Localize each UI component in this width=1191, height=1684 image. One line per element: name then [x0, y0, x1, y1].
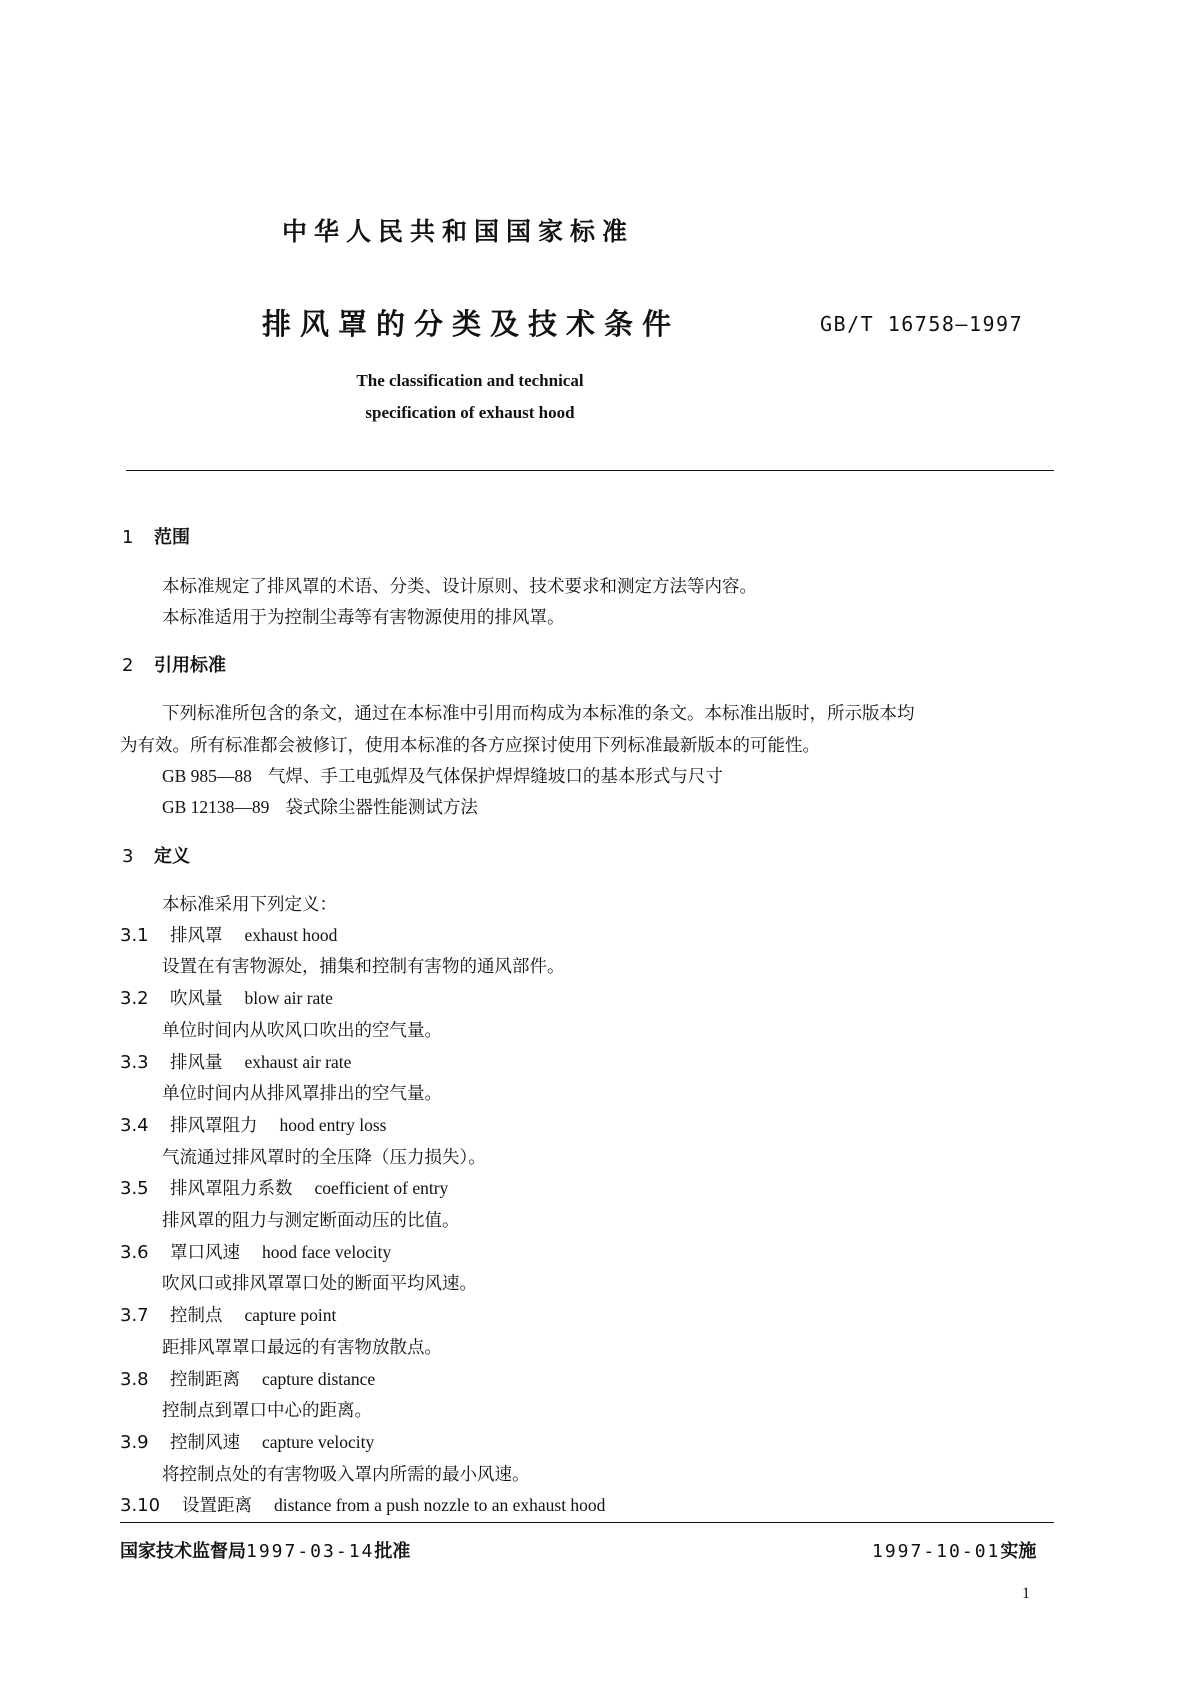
issuer: 国家技术监督局: [120, 1541, 246, 1562]
paragraph: 本标准适用于为控制尘毒等有害物源使用的排风罩。: [162, 608, 565, 628]
definition-term-en: hood face velocity: [262, 1242, 392, 1262]
paragraph: 本标准规定了排风罩的术语、分类、设计原则、技术要求和测定方法等内容。: [162, 577, 757, 597]
definition-3-1: [120, 922, 337, 947]
section-number: 1: [122, 527, 134, 548]
definition-number: 3.7: [120, 1305, 149, 1326]
definition-term: 吹风量: [170, 989, 223, 1009]
document-title-cn: 排风罩的分类及技术条件: [262, 307, 681, 341]
footer-rule: [120, 1522, 1054, 1523]
definition-3-2: [120, 985, 333, 1010]
standard-code: GB/T 16758—1997: [820, 312, 1024, 336]
definition-term-en: capture velocity: [262, 1432, 375, 1452]
definition-description: 吹风口或排风罩罩口处的断面平均风速。: [162, 1274, 477, 1294]
reference-item: [162, 794, 478, 819]
section-title: 范围: [154, 527, 190, 548]
definition-description: 单位时间内从排风罩排出的空气量。: [162, 1084, 442, 1104]
definition-number: 3.6: [120, 1242, 149, 1263]
paragraph-line: 下列标准所包含的条文，通过在本标准中引用而构成为本标准的条文。本标准出版时，所示版本均: [162, 704, 915, 724]
reference-code: GB 985—88: [162, 766, 252, 786]
title-en-line-2: specification of exhaust hood: [365, 403, 575, 422]
definition-number: 3.2: [120, 988, 149, 1009]
definition-3-8: [120, 1366, 375, 1391]
definition-3-3: [120, 1049, 351, 1074]
section-3-heading: [122, 842, 190, 868]
definition-term: 设置距离: [182, 1496, 252, 1516]
definition-term: 控制距离: [170, 1370, 240, 1390]
effective-label: 实施: [1000, 1541, 1037, 1562]
effective-date: 1997-10-01: [872, 1541, 1001, 1562]
definition-term-en: exhaust air rate: [244, 1052, 352, 1072]
definition-3-9: [120, 1429, 374, 1454]
definition-term-en: hood entry loss: [279, 1115, 387, 1135]
definition-term: 排风罩阻力系数: [170, 1179, 293, 1199]
definition-number: 3.8: [120, 1369, 149, 1390]
definition-term: 罩口风速: [170, 1243, 240, 1263]
definition-description: 距排风罩罩口最远的有害物放散点。: [162, 1338, 442, 1358]
definition-3-4: [120, 1112, 386, 1137]
reference-title: 气焊、手工电弧焊及气体保护焊焊缝坡口的基本形式与尺寸: [267, 767, 723, 787]
definition-term: 控制风速: [170, 1433, 240, 1453]
definition-description: 气流通过排风罩时的全压降（压力损失）。: [162, 1148, 486, 1168]
definition-3-5: [120, 1175, 448, 1200]
page-number: 1: [1022, 1585, 1030, 1602]
section-1-heading: [122, 523, 190, 549]
definition-3-7: [120, 1302, 336, 1327]
definition-term: 排风量: [170, 1053, 223, 1073]
section-title: 定义: [154, 846, 190, 867]
definition-number: 3.3: [120, 1052, 149, 1073]
definition-term: 控制点: [170, 1306, 223, 1326]
definition-number: 3.1: [120, 925, 149, 946]
approve-date: 1997-03-14: [246, 1541, 375, 1562]
definition-number: 3.4: [120, 1115, 149, 1136]
reference-code: GB 12138—89: [162, 797, 270, 817]
approve-label: 批准: [374, 1541, 411, 1562]
reference-item: [162, 763, 723, 788]
definition-description: 设置在有害物源处，捕集和控制有害物的通风部件。: [162, 957, 565, 977]
definition-3-10: [120, 1492, 605, 1517]
definition-term-en: distance from a push nozzle to an exhaust hood: [274, 1495, 606, 1515]
title-en-line-1: The classification and technical: [356, 371, 584, 390]
definitions-intro: 本标准采用下列定义：: [162, 895, 337, 915]
definition-description: 排风罩的阻力与测定断面动压的比值。: [162, 1211, 460, 1231]
reference-title: 袋式除尘器性能测试方法: [285, 798, 478, 818]
definition-term-en: capture point: [244, 1305, 337, 1325]
definition-number: 3.10: [120, 1495, 161, 1516]
paragraph-line: 为有效。所有标准都会被修订，使用本标准的各方应探讨使用下列标准最新版本的可能性。: [120, 736, 820, 756]
document-title-en: [320, 365, 620, 429]
section-number: 3: [122, 846, 134, 867]
definition-term-en: coefficient of entry: [314, 1178, 449, 1198]
definition-description: 控制点到罩口中心的距离。: [162, 1401, 372, 1421]
section-2-heading: [122, 651, 226, 677]
definition-number: 3.9: [120, 1432, 149, 1453]
section-title: 引用标准: [154, 655, 226, 676]
approval-info: [120, 1537, 410, 1563]
definition-3-6: [120, 1239, 391, 1264]
definition-description: 单位时间内从吹风口吹出的空气量。: [162, 1021, 442, 1041]
section-number: 2: [122, 655, 134, 676]
definition-term-en: blow air rate: [244, 988, 333, 1008]
header-rule: [126, 470, 1054, 471]
definition-term: 排风罩阻力: [170, 1116, 258, 1136]
effective-info: [872, 1537, 1036, 1563]
definition-term-en: capture distance: [262, 1369, 376, 1389]
definition-term-en: exhaust hood: [244, 925, 338, 945]
definition-number: 3.5: [120, 1178, 149, 1199]
national-standard-heading: 中华人民共和国国家标准: [282, 217, 635, 246]
definition-term: 排风罩: [170, 926, 223, 946]
definition-description: 将控制点处的有害物吸入罩内所需的最小风速。: [162, 1465, 530, 1485]
